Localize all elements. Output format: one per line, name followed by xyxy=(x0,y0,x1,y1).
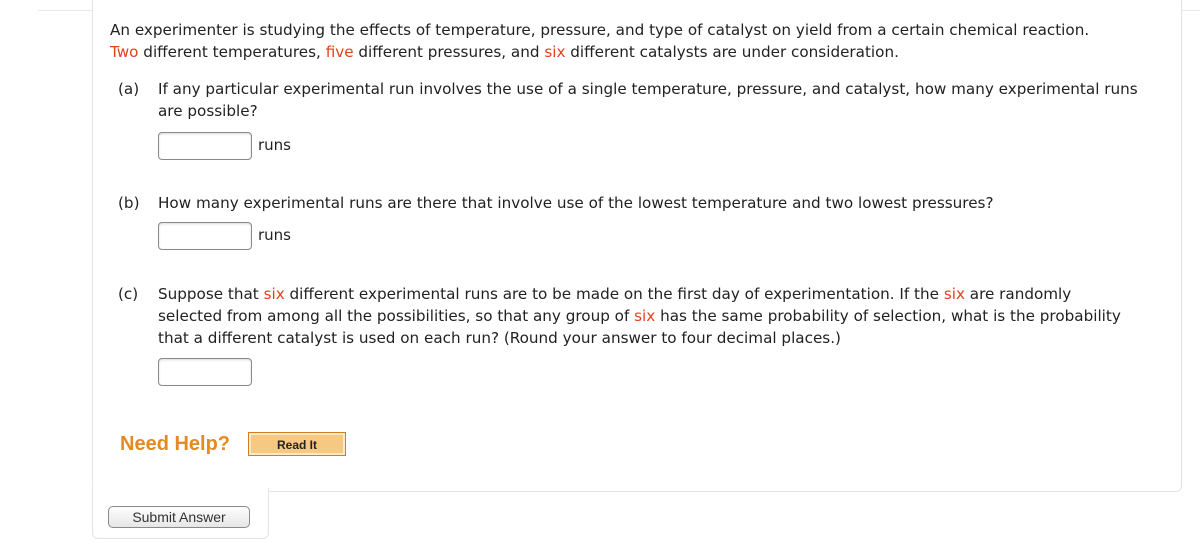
part-c-question xyxy=(158,283,1138,349)
part-b-units: runs xyxy=(258,226,291,244)
part-a-units: runs xyxy=(258,136,291,154)
part-b-answer-input[interactable] xyxy=(158,222,252,250)
part-c-label: (c) xyxy=(118,285,139,303)
problem-statement xyxy=(110,19,1180,63)
part-b-label: (b) xyxy=(118,194,140,212)
part-a-question: If any particular experimental run involves the use of a single temperature, pressure, and catalyst, how many experimental runs are possible? xyxy=(158,80,1138,120)
problem-text-segment: different temperatures, xyxy=(138,43,326,61)
runs-count-highlight: six xyxy=(263,285,285,303)
part-c-text-segment: are randomly selected from among all the possibilities, so that any group of xyxy=(158,285,1072,325)
read-it-button[interactable]: Read It xyxy=(248,432,346,456)
pressure-count: five xyxy=(325,43,354,61)
runs-count-highlight: six xyxy=(634,307,656,325)
temperature-count: Two xyxy=(110,43,139,61)
part-c-text-segment: different experimental runs are to be made on the first day of experimentation. If the xyxy=(284,285,944,303)
need-help-label: Need Help? xyxy=(120,433,231,455)
part-c-text-segment: has the same probability of selection, what is the probability that a different catalyst is used on each run? (Round your answer to four decimal places.) xyxy=(158,307,1121,347)
runs-count-highlight: six xyxy=(943,285,965,303)
part-a-answer-input[interactable] xyxy=(158,132,252,160)
question-panel xyxy=(92,0,1182,492)
problem-text-segment: different pressures, and xyxy=(353,43,545,61)
part-c-text-segment: Suppose that xyxy=(158,285,264,303)
problem-text-segment: different catalysts are under consideration. xyxy=(565,43,899,61)
problem-line-1: An experimenter is studying the effects of temperature, pressure, and type of catalyst on yield from a certain chemical reaction. xyxy=(110,21,1090,39)
catalyst-count: six xyxy=(544,43,566,61)
part-c-answer-input[interactable] xyxy=(158,358,252,386)
part-b-question: How many experimental runs are there that involve use of the lowest temperature and two lowest pressures? xyxy=(158,194,994,212)
part-a-label: (a) xyxy=(118,80,140,98)
submit-answer-button[interactable]: Submit Answer xyxy=(108,506,250,528)
problem-line-2 xyxy=(110,41,1180,63)
